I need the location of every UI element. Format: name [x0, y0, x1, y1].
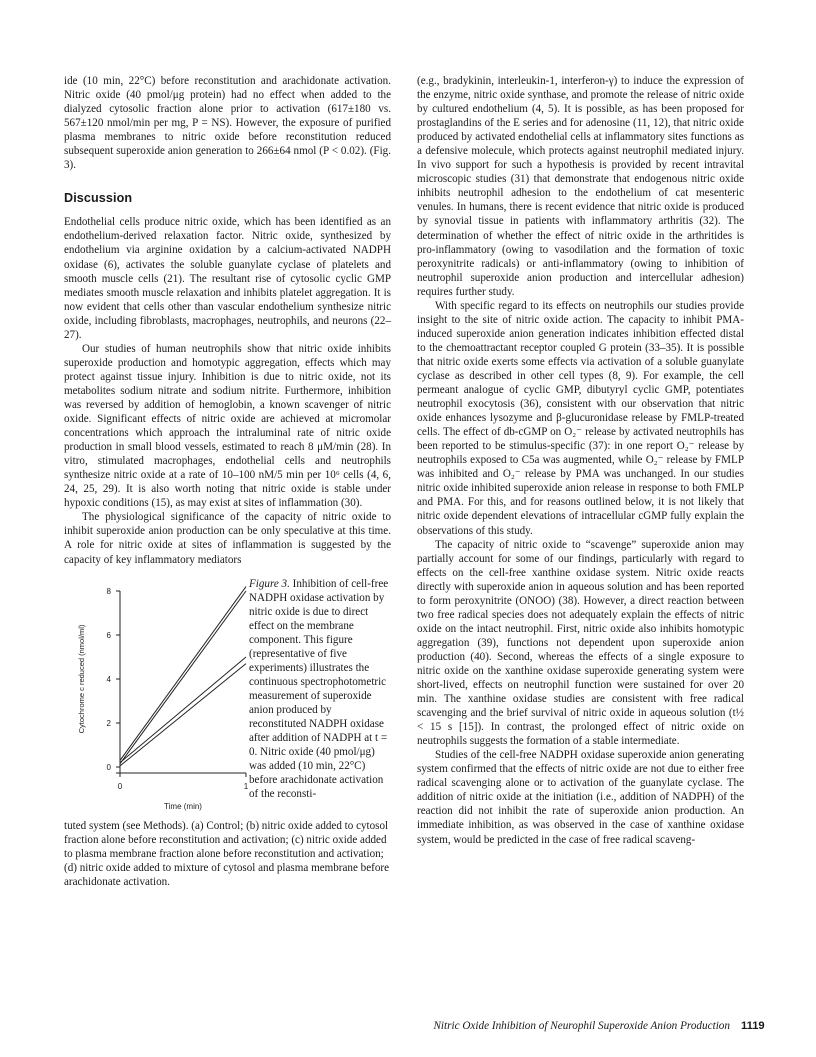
right-column [417, 74, 744, 847]
y-tick-label: 2 [106, 718, 111, 728]
right-paragraph-4: Studies of the cell-free NADPH oxidase superoxide anion generating system confirmed that the effects of nitric oxide are not due to either free radical scavenging alone or to activation of the guanylate cyclase. The addition of nitric oxide at the initiation (i.e., addition of NADPH) of the reaction did not inhibit the rate of superoxide anion production. An immediate inhibition, as was observed in the case of xanthine oxidase system, would be predicted in the case of free radical scaveng- [417, 749, 744, 846]
running-title: Nitric Oxide Inhibition of Neurophil Superoxide Anion Production [433, 1020, 730, 1032]
x-tick-label: 1 [243, 781, 249, 791]
series-line-a [120, 586, 246, 760]
x-axis-label: Time (min) [164, 801, 202, 811]
figure-caption-side [249, 577, 391, 802]
figure-label: Figure 3. [249, 577, 290, 590]
figure-caption-continuation: tuted system (see Methods). (a) Control; (b) nitric oxide added to cytosol fraction alone before reconstitution and activation; (c) nitric oxide added to plasma membrane fraction alone before reconstitution and activation; (d) nitric oxide added to mixture of cytosol and plasma membrane before arachidonate activation. [64, 819, 390, 888]
series-line-d [120, 663, 246, 765]
right-paragraph-1: (e.g., bradykinin, interleukin-1, interferon-γ) to induce the expression of the enzyme, nitric oxide synthase, and promote the release of nitric oxide by cultured endothelium (4, 5). It is possible, as has been proposed for prostaglandins of the E series and for adenosine (11, 12), that nitric oxide produced by activated endothelial cells at inflammatory sites functions as a defensive molecule, which protects against neutrophil mediated injury. In vivo support for such a hypothesis is provided by recent intravital microscopic studies (31) that demonstrate that endogenous nitric oxide inhibits neutrophil adhesion to the endothelium of cat mesenteric venules. In humans, there is recent evidence that nitric oxide is produced by synovial tissue in patients with inflammatory arthritis (32). The determination of whether the effect of nitric oxide in the arthritides is pro-inflammatory (owing to vasodilation and the formation of toxic peroxynitrite radicals) or anti-inflammatory (owing to inhibition of neutrophil superoxide anion production and intercellular adhesion) requires further study. [417, 75, 744, 298]
y-tick-label: 0 [106, 762, 111, 772]
series-line-b [120, 591, 246, 764]
y-tick-label: 6 [106, 630, 111, 640]
right-paragraph-3: The capacity of nitric oxide to “scavenge” superoxide anion may partially account for some of our findings, particularly with regard to effects on the cell-free xanthine oxidase system. Nitric oxide reacts directly with superoxide anion in aqueous solution and has been reported to form peroxynitrite (ONOO) (38). However, a direct reaction between two free radical species does not adequately explain the effects of nitric oxide on the intact neutrophil. First, nitric oxide also inhibits homotypic aggregation (39), functions not dependent upon superoxide anion production (40). Second, whereas the effects of a single exposure to nitric oxide on the xanthine oxidase superoxide generating system were short-lived, effects on neutrophil function were sustained for over 20 min. The xanthine oxidase studies are consistent with free radical scavenging and the brief survival of nitric oxide in aqueous solution (t½ < 15 s [15]). In contrast, the prolonged effect of nitric oxide on neutrophils suggests the formation of a stable intermediate. [417, 538, 744, 748]
figure-3 [64, 577, 391, 817]
discussion-paragraph-2: Our studies of human neutrophils show that nitric oxide inhibits superoxide production and homotypic aggregation, effects which may protect against tissue injury. Inhibition is due to nitric oxide, not its metabolites sodium nitrate and sodium nitrite. Furthermore, inhibition was reversed by addition of hemoglobin, a known scavenger of nitric oxide. Significant effects of nitric oxide are achieved at micromolar concentrations which approach the intraluminal rate of nitric oxide production in small blood vessels, estimated to reach 8 μM/min (28). In vitro, stimulated macrophages, endothelial cells and neutrophils synthesize nitric oxide at a rate of 10–100 nM/5 min per 10⁶ cells (4, 6, 24, 25, 29). It is also worth noting that nitric oxide is stable under hypoxic conditions (15), as may exist at sites of inflammation (30). [64, 342, 391, 510]
y-tick-label: 4 [106, 674, 111, 684]
figure-caption-text: Inhibition of cell-free NADPH oxidase activation by nitric oxide is due to direct effect on the membrane component. This figure (representative of five experiments) illustrates the continuous spectrophotometric measurement of superoxide anion produced by reconstituted NADPH oxidase after addition of NADPH at t = 0. Nitric oxide (40 pmol/μg) was added (10 min, 22°C) before arachidonate activation of the reconsti- [249, 577, 389, 801]
x-tick-label: 0 [117, 781, 123, 791]
page-number: 1119 [741, 1020, 765, 1032]
section-heading-discussion: Discussion [64, 191, 133, 206]
paragraph-continuation: ide (10 min, 22°C) before reconstitution and arachidonate activation. Nitric oxide (40 pmol/μg protein) had no effect when added to the dialyzed cytosolic fraction alone prior to activation (617±180 vs. 567±120 nmol/min per mg, P = NS). However, the exposure of purified plasma membranes to nitric oxide before reconstitution reduced subsequent superoxide anion generation to 266±64 nmol (P < 0.02). (Fig. 3). [64, 75, 391, 172]
left-column [64, 74, 391, 889]
figure-3-chart [64, 577, 249, 817]
discussion-paragraph-1: Endothelial cells produce nitric oxide, which has been identified as an endothelium-derived relaxation factor. Nitric oxide, synthesized by endothelium via arginine oxidation by a calcium-activated NADPH oxidase (6), activates the soluble guanylate cyclase of platelets and smooth muscle cells (21). The resultant rise of cytosolic cyclic GMP mediates smooth muscle relaxation and inhibits platelet aggregation. It is now evident that cells other than vascular endothelium synthesize nitric oxide, including fibroblasts, macrophages, neutrophils, and neurons (22–27). [64, 216, 391, 341]
y-axis-label: Cytochrome c reduced (nmol/ml) [77, 624, 86, 733]
discussion-paragraph-3: The physiological significance of the capacity of nitric oxide to inhibit superoxide anion production can be only speculative at this time. A role for nitric oxide at sites of inflammation is suggested by the capacity of key inflammatory mediators [64, 511, 391, 566]
y-tick-label: 8 [106, 586, 111, 596]
right-paragraph-2: With specific regard to its effects on neutrophils our studies provide insight to the site of nitric oxide action. The capacity to inhibit PMA-induced superoxide anion generation indicates inhibition effected distal to the chemoattractant receptor coupled G protein (33–35). It is possible that nitric oxide exerts some effects via activation of a soluble guanylate cyclase as described in other cell types (8, 9). For example, the cell permeant analogue of cyclic GMP, dibutyryl cyclic GMP, potentiates neutrophil exocytosis (36), consistent with our observation that nitric oxide enhances lysozyme and β-glucuronidase release by FMLP-treated cells. The effect of db-cGMP on O₂⁻ release by activated neutrophils has been reported to be stimulus-specific (37): in one report O₂⁻ release by neutrophils exposed to C5a was augmented, while O₂⁻ release by FMLP was inhibited and O₂⁻ release by PMA was unchanged. In our studies nitric oxide inhibited superoxide anion release in response to both FMLP and PMA. For this, and for reasons outlined below, it is not likely that nitric oxide dependent elevations of intracellular cGMP fully explain the observations of this study. [417, 299, 744, 537]
